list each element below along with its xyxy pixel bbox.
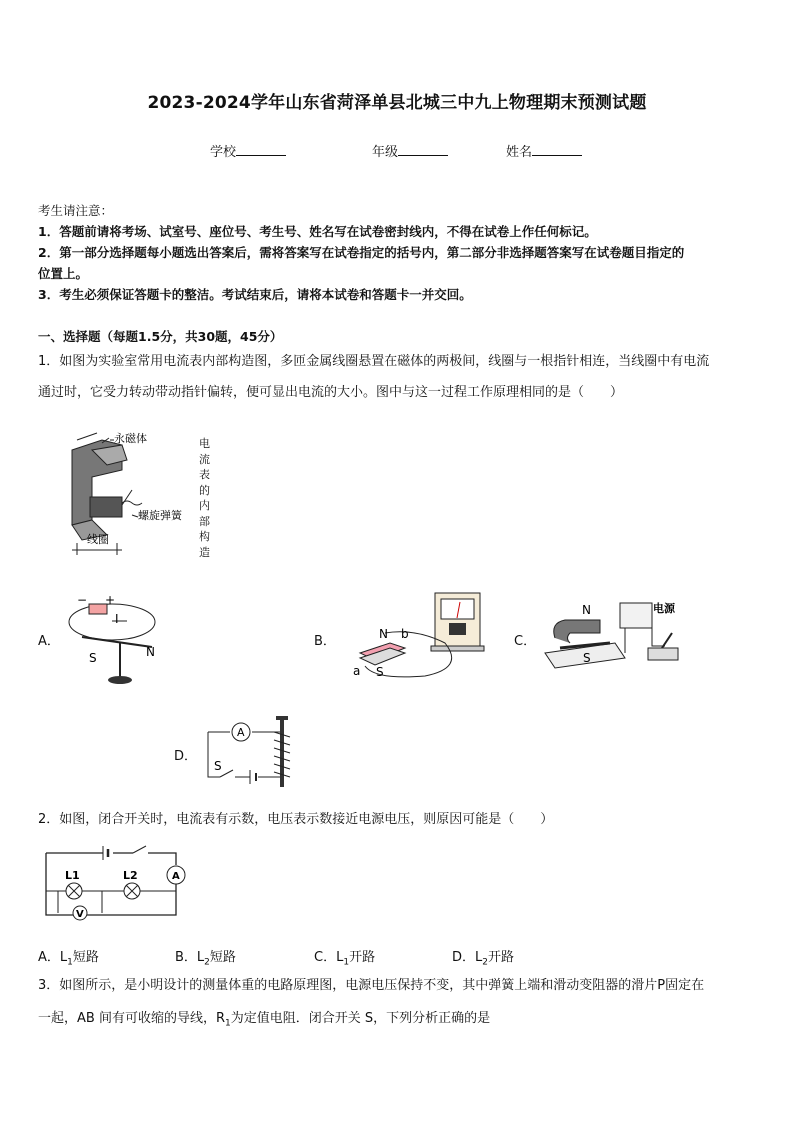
q1-stem-line2: 通过时，它受力转动带动指针偏转，便可显出电流的大小。图中与这一过程工作原理相同的是（ ） [38, 385, 624, 400]
svg-text:N: N [146, 645, 155, 659]
q2-circuit-figure [38, 843, 193, 925]
svg-text:+: + [105, 593, 116, 607]
figure-caption: 电 流 表 的 内 部 构 造 [199, 437, 210, 559]
q2-option-a: A．$L_1$短路 [38, 950, 99, 968]
name-field: 姓名 [506, 141, 582, 160]
svg-text:S: S [583, 651, 591, 665]
magnet-label: 永磁体 [114, 432, 147, 445]
option-b-label: B． [314, 634, 336, 649]
svg-text:S: S [89, 651, 97, 665]
option-a-label: A． [38, 634, 60, 649]
svg-text:a: a [353, 664, 361, 678]
section-heading: 一、选择题（每题1.5分，共30题，45分） [38, 329, 283, 344]
svg-text:b: b [401, 627, 409, 641]
option-a-figure [62, 592, 172, 687]
notice-item: 位置上。 [38, 266, 89, 281]
q2-option-c: C．$L_1$开路 [314, 950, 376, 968]
spring-label: 螺旋弹簧 [138, 509, 182, 522]
page-title: 2023-2024学年山东省菏泽单县北城三中九上物理期末预测试题 [147, 93, 647, 113]
svg-text:S: S [214, 759, 222, 773]
q3-stem-line1: 3．如图所示，是小明设计的测量体重的电路原理图，电源电压保持不变，其中弹簧上端和滑动变阻器的滑片P固定在 [38, 978, 705, 993]
svg-text:A: A [237, 726, 245, 739]
q2-option-d: D．$L_2$开路 [452, 950, 515, 968]
notice-heading: 考生请注意： [38, 203, 114, 218]
svg-text:L2: L2 [123, 869, 138, 882]
notice-item: 3．考生必须保证答题卡的整洁。考试结束后，请将本试卷和答题卡一并交回。 [38, 287, 472, 302]
option-d-label: D． [174, 749, 198, 764]
ammeter-internal-figure [62, 425, 222, 570]
svg-text:N: N [582, 603, 591, 617]
option-c-figure [540, 598, 690, 673]
coil-label: 线圈 [87, 533, 109, 546]
svg-text:L1: L1 [65, 869, 80, 882]
q2-stem: 2．如图，闭合开关时，电流表有示数，电压表示数接近电源电压，则原因可能是（ ） [38, 812, 554, 827]
q2-option-b: B．$L_2$短路 [175, 950, 236, 968]
option-c-label: C． [514, 634, 537, 649]
svg-text:−: − [77, 593, 88, 607]
svg-text:S: S [376, 665, 384, 679]
option-d-figure [200, 712, 300, 792]
q1-stem-line1: 1．如图为实验室常用电流表内部构造图，多匝金属线圈悬置在磁体的两极间，线圈与一根指针相连，当线圈中有电流 [38, 354, 710, 369]
notice-item: 2．第一部分选择题每小题选出答案后，需将答案写在试卷指定的括号内，第二部分非选择题答案写在试卷题目指定的 [38, 245, 685, 260]
svg-text:N: N [379, 627, 388, 641]
svg-text:电源: 电源 [653, 602, 675, 615]
svg-text:A: A [172, 871, 180, 882]
grade-field: 年级 [372, 141, 448, 160]
svg-text:V: V [76, 909, 84, 920]
notice-item: 1．答题前请将考场、试室号、座位号、考生号、姓名写在试卷密封线内，不得在试卷上作任何标记。 [38, 224, 597, 239]
option-b-figure [345, 588, 495, 683]
svg-text:I: I [115, 612, 119, 626]
q3-stem-line2: 一起，AB 间有可收缩的导线，$R_1$为定值电阻．闭合开关 S，下列分析正确的是 [38, 1011, 491, 1029]
school-field: 学校 [210, 141, 286, 160]
